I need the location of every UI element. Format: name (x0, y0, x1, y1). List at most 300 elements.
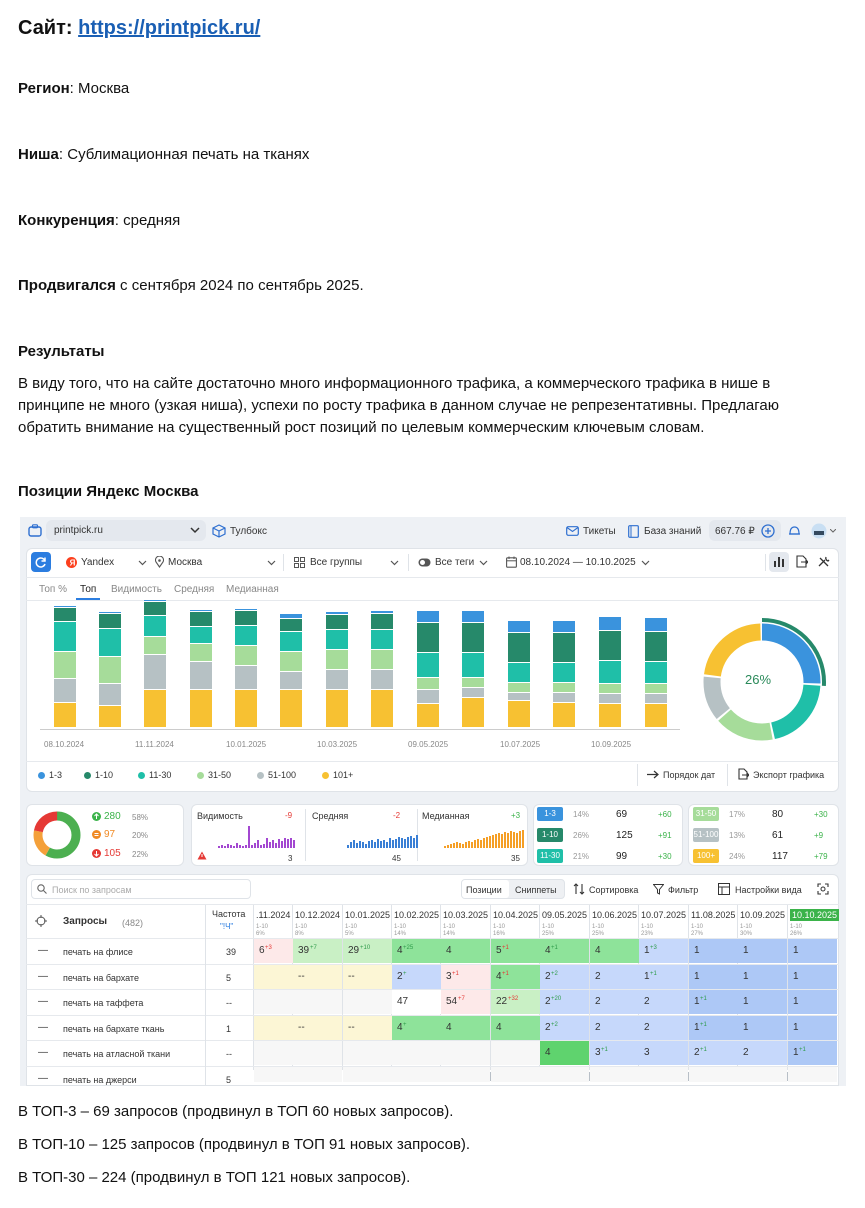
position-cell[interactable] (738, 1067, 787, 1082)
position-cell[interactable] (441, 1067, 490, 1082)
position-value: 1 (694, 1022, 700, 1033)
position-change: + (403, 1022, 407, 1028)
chevron-down-icon[interactable] (641, 560, 650, 566)
briefcase-icon (28, 524, 42, 537)
date-column-range: 1-10 (493, 924, 506, 930)
sparkline-bar (266, 838, 268, 848)
summary-up-pct: 58% (132, 813, 149, 822)
tab-average[interactable]: Средняя (174, 584, 215, 595)
sparkline-bar (462, 844, 464, 848)
position-change: +1 (452, 971, 459, 977)
range-badge: 31-50 (693, 807, 719, 821)
date-column-header[interactable]: 10.06.2025 (592, 910, 638, 920)
date-column-header[interactable]: 10.02.2025 (394, 910, 440, 920)
date-column-pct: 8% (295, 931, 304, 937)
sparkline-bar (395, 839, 397, 848)
sparkline-bar (272, 840, 274, 848)
bar-segment (645, 704, 667, 727)
snippets-button[interactable]: Сниппеты (515, 885, 557, 895)
bar-segment (599, 684, 621, 693)
date-column-header[interactable]: 10.12.2024 (295, 910, 341, 920)
sparkline-bar (453, 843, 455, 848)
sort-button[interactable]: Сортировка (589, 885, 639, 895)
date-tick: 11.11.2024 (135, 740, 174, 749)
date-column-header[interactable]: 10.07.2025 (641, 910, 687, 920)
sparkline-bar (504, 832, 506, 848)
sparkline-bar (263, 844, 265, 848)
plus-circle-icon[interactable] (761, 524, 775, 538)
bar-segment (417, 704, 439, 727)
bar-segment (280, 672, 302, 689)
sparkline-bar (251, 845, 253, 848)
date-column-range: 1-10 (592, 924, 605, 930)
legend-item-11-30: 11-30 (138, 769, 171, 781)
position-change: +7 (458, 996, 465, 1002)
position-change: +1 (502, 945, 509, 951)
tab-top[interactable]: Топ (80, 584, 97, 595)
bar-segment (144, 616, 166, 636)
position-cell[interactable] (343, 990, 392, 1014)
bar-segment (508, 663, 530, 682)
bar-segment (462, 623, 484, 652)
bar-segment (99, 684, 121, 705)
range-count: 69 (616, 809, 628, 820)
position-value: 1 (743, 1022, 749, 1033)
query-text[interactable]: печать на таффета (63, 998, 144, 1008)
position-value: 4 (446, 1022, 452, 1033)
site-link[interactable]: https://printpick.ru/ (78, 17, 261, 39)
date-tick: 10.07.2025 (500, 740, 541, 749)
date-column-range: 1-10 (790, 924, 803, 930)
sparkline-bar (471, 842, 473, 848)
bar-segment (235, 690, 257, 727)
sparkline-bar (389, 838, 391, 848)
range-pct: 26% (573, 831, 590, 840)
sparkline-bar (239, 845, 241, 848)
book-icon (628, 525, 639, 538)
range-badge: 1-3 (537, 807, 563, 821)
position-value: 2 (644, 996, 650, 1007)
bar-segment (462, 678, 484, 687)
range-pct: 21% (573, 852, 590, 861)
order-dates-button[interactable]: Порядок дат (663, 770, 716, 780)
position-change: +1 (650, 971, 657, 977)
tab-median[interactable]: Медианная (226, 584, 279, 595)
range-delta: +9 (814, 831, 824, 840)
position-value: 39 (298, 945, 310, 956)
site-line (18, 14, 260, 42)
position-value: 1 (743, 971, 749, 982)
balance-value: 667.76 ₽ (715, 526, 755, 537)
bar-segment (553, 693, 575, 702)
export-chart-button[interactable]: Экспорт графика (753, 770, 825, 780)
sparkline-bar (480, 840, 482, 848)
bar-segment (144, 690, 166, 727)
query-frequency: 39 (226, 947, 237, 957)
filter-icon (653, 884, 664, 895)
sparkline-bar (392, 840, 394, 848)
bar-chart-icon[interactable] (773, 556, 785, 568)
bar-segment (371, 670, 393, 689)
sparkline-bar (483, 838, 485, 848)
summary-donut (31, 809, 83, 861)
region-select[interactable]: Москва (168, 557, 203, 568)
chevron-down-icon[interactable] (267, 560, 276, 566)
promoted-label: Продвигался (18, 277, 116, 294)
bar-segment (645, 662, 667, 683)
position-value: 3 (595, 1047, 601, 1058)
query-text[interactable]: печать на бархате (63, 973, 139, 983)
bar-segment (280, 619, 302, 631)
row-checkbox[interactable]: — (38, 1073, 48, 1084)
metric-average-delta: -2 (393, 811, 401, 820)
sparkline-bar (459, 843, 461, 848)
range-pct: 13% (729, 831, 746, 840)
bar-segment (371, 650, 393, 669)
date-column-range: 1-10 (641, 924, 654, 930)
sparkline-bar (401, 838, 403, 848)
bar-segment (599, 661, 621, 683)
position-value: 1 (793, 1022, 799, 1033)
position-value: 5 (496, 945, 502, 956)
yandex-icon (66, 557, 77, 568)
promoted-value: с сентября 2024 по сентябрь 2025. (115, 277, 364, 294)
date-column-header[interactable]: 10.03.2025 (443, 910, 489, 920)
position-cell[interactable] (343, 1041, 392, 1065)
sparkline-bar (495, 834, 497, 848)
row-checkbox[interactable]: — (38, 945, 48, 956)
range-delta: +30 (658, 852, 672, 861)
view-settings-button[interactable]: Настройки вида (735, 885, 802, 895)
sparkline-bar (284, 838, 286, 848)
position-cell[interactable] (689, 1067, 738, 1082)
region-line (18, 78, 129, 100)
project-name: printpick.ru (54, 525, 103, 536)
sparkline-bar (519, 831, 521, 848)
export-icon[interactable] (737, 768, 749, 780)
bar-segment (280, 632, 302, 651)
chevron-down-icon[interactable] (190, 527, 200, 534)
date-column-range: 1-10 (542, 924, 555, 930)
results-heading: Результаты (18, 343, 105, 360)
bar-segment (645, 694, 667, 703)
toolbox-link[interactable]: Тулбокс (230, 526, 267, 537)
chevron-down-icon[interactable] (138, 560, 147, 566)
positions-button-label: Позиции (466, 885, 502, 895)
bar-segment (326, 612, 348, 614)
divider (283, 554, 284, 571)
top10-line: В ТОП-10 – 125 запросов (продвинул в ТОП 91 новых запросов). (18, 1136, 471, 1153)
date-column-header[interactable]: 10.04.2025 (493, 910, 539, 920)
location-pin-icon (155, 556, 164, 568)
cube-icon (212, 524, 226, 538)
arrow-up-icon (92, 812, 101, 821)
position-value: -- (348, 971, 355, 982)
date-column-header[interactable]: 10.09.2025 (740, 910, 786, 920)
niche-value: : Сублимационная печать на тканях (58, 146, 310, 163)
bar-segment (508, 633, 530, 662)
metric-median-delta: +3 (511, 811, 521, 820)
sparkline-bar (371, 840, 373, 848)
position-value: 4 (446, 945, 452, 956)
queries-count: (482) (122, 918, 144, 928)
bar-segment (371, 611, 393, 613)
range-badge: 1-10 (537, 828, 563, 842)
freq-header[interactable]: Частота (212, 909, 246, 919)
date-column-header[interactable]: 09.05.2025 (542, 910, 588, 920)
region-value: : Москва (69, 80, 130, 97)
sparkline-bar (365, 844, 367, 848)
sparkline-bar (356, 843, 358, 848)
bar-segment (99, 657, 121, 683)
query-text[interactable]: печать на атласной ткани (63, 1049, 171, 1059)
position-value: 2 (595, 1022, 601, 1033)
bar-segment (599, 694, 621, 703)
bar-segment (462, 611, 484, 622)
sparkline-bar (498, 833, 500, 848)
position-value: 2 (595, 996, 601, 1007)
groups-select[interactable]: Все группы (310, 557, 363, 568)
position-value: 6 (259, 945, 265, 956)
range-pct: 14% (573, 810, 590, 819)
tickets-link[interactable]: Тикеты (583, 526, 616, 537)
svg-text:Я: Я (69, 558, 76, 568)
date-range-select[interactable]: 08.10.2024 — 10.10.2025 (520, 557, 636, 568)
date-column-header[interactable]: 11.08.2025 (691, 910, 736, 920)
position-value: 2 (743, 1047, 749, 1058)
arrow-right-icon[interactable] (647, 770, 659, 779)
region-label: Регион (18, 80, 70, 97)
position-value: 2 (545, 971, 551, 982)
sparkline-bar (444, 846, 446, 848)
position-value: 3 (644, 1047, 650, 1058)
chevron-down-icon[interactable] (830, 529, 836, 533)
column-divider (205, 905, 206, 1086)
bar-segment (326, 630, 348, 649)
bar-segment (190, 662, 212, 689)
sparkline-bar (221, 845, 223, 848)
position-cell[interactable] (639, 1067, 688, 1082)
bar-segment (508, 621, 530, 632)
query-text[interactable]: печать на флисе (63, 947, 133, 957)
position-value: 1 (644, 971, 650, 982)
table-settings-icon (718, 883, 730, 895)
bar-segment (326, 615, 348, 629)
position-cell[interactable] (441, 1041, 490, 1065)
position-cell[interactable] (293, 990, 342, 1014)
metric-visibility-value: 3 (288, 854, 293, 863)
tools-icon[interactable] (817, 555, 830, 568)
bar-segment (417, 678, 439, 689)
position-value: 3 (446, 971, 452, 982)
tab-visibility[interactable]: Видимость (111, 584, 162, 595)
position-cell[interactable] (293, 1041, 342, 1065)
position-value: 4 (545, 1047, 551, 1058)
bar-segment (645, 618, 667, 631)
bar-segment (99, 612, 121, 613)
bar-segment (54, 606, 76, 607)
metric-median-value: 35 (511, 854, 520, 863)
position-value: -- (298, 1022, 305, 1033)
row-checkbox[interactable]: — (38, 1022, 48, 1033)
date-tick: 08.10.2024 (44, 740, 85, 749)
x-axis (40, 729, 680, 730)
bar-segment (190, 644, 212, 661)
sparkline-bar (293, 840, 295, 848)
bar-segment (417, 611, 439, 622)
date-column-header[interactable]: 10.10.2025 (792, 910, 838, 920)
sparkline-bar (374, 842, 376, 848)
query-frequency: -- (226, 998, 232, 1008)
range-badge: 100+ (693, 849, 719, 863)
row-checkbox[interactable]: — (38, 996, 48, 1007)
tab-top-pct[interactable]: Топ % (39, 584, 67, 595)
position-cell[interactable] (392, 1067, 441, 1082)
position-value: 22 (496, 996, 508, 1007)
position-value: -- (348, 1022, 355, 1033)
row-checkbox[interactable]: — (38, 1047, 48, 1058)
position-change: +7 (310, 945, 317, 951)
sparkline-bar (269, 842, 271, 848)
position-cell[interactable] (491, 1041, 540, 1065)
tags-select[interactable]: Все теги (435, 557, 475, 568)
bar-segment (280, 652, 302, 671)
position-cell[interactable] (540, 1067, 589, 1082)
divider (26, 577, 839, 578)
bar-segment (417, 690, 439, 703)
position-value: 1 (743, 996, 749, 1007)
sparkline-bar (450, 844, 452, 848)
bar-segment (326, 650, 348, 669)
sparkline-bar (230, 845, 232, 848)
position-cell[interactable] (491, 1067, 540, 1082)
competition-line (18, 210, 180, 232)
warning-icon (197, 851, 207, 860)
position-change: +10 (360, 945, 371, 951)
sparkline-bar (275, 843, 277, 848)
chevron-down-icon[interactable] (390, 560, 399, 566)
position-value: 4 (397, 945, 403, 956)
divider (26, 761, 839, 762)
sparkline-bar (501, 834, 503, 848)
range-count: 80 (772, 809, 784, 820)
position-value: 2 (595, 971, 601, 982)
sparkline-bar (362, 842, 364, 848)
bar-segment (599, 704, 621, 727)
range-delta: +79 (814, 852, 828, 861)
sparkline-bar (413, 838, 415, 848)
position-value: 4 (496, 971, 502, 982)
position-change: +2 (551, 971, 558, 977)
position-cell[interactable] (392, 1041, 441, 1065)
position-cell[interactable] (293, 1067, 342, 1082)
bar-segment (508, 683, 530, 692)
bar-segment (508, 693, 530, 700)
sparkline-bar (447, 845, 449, 848)
position-change: +1 (601, 1047, 608, 1053)
chevron-down-icon[interactable] (479, 560, 488, 566)
knowledge-base-link[interactable]: База знаний (644, 526, 702, 537)
position-value: 1 (793, 971, 799, 982)
row-checkbox[interactable]: — (38, 971, 48, 982)
bar-segment (553, 663, 575, 682)
avatar[interactable] (811, 523, 827, 539)
divider (727, 764, 728, 786)
date-column-header[interactable]: 10.01.2025 (345, 910, 391, 920)
bar-segment (508, 701, 530, 727)
donut-center-value: 26% (745, 672, 772, 687)
query-text[interactable]: печать на бархате ткань (63, 1024, 165, 1034)
query-text[interactable]: печать на джерси (63, 1075, 137, 1085)
date-column-range: 1-10 (256, 924, 269, 930)
bell-icon[interactable] (788, 524, 801, 538)
bar-segment (553, 621, 575, 632)
bar-segment (144, 655, 166, 689)
position-cell[interactable] (343, 1067, 392, 1082)
date-column-pct: 23% (641, 931, 654, 937)
target-icon[interactable] (35, 915, 47, 927)
equal-icon (92, 830, 101, 839)
bar-segment (54, 622, 76, 651)
query-frequency: -- (226, 1049, 232, 1059)
position-cell[interactable] (788, 1067, 837, 1082)
sparkline-bar (386, 842, 388, 848)
range-badge: 51-100 (693, 828, 719, 842)
competition-value: : средняя (114, 212, 181, 229)
position-value: 2 (694, 1047, 700, 1058)
summary-same-count: 97 (104, 829, 116, 840)
app-topbar (20, 517, 846, 545)
position-change: +1 (700, 1022, 707, 1028)
queries-header[interactable]: Запросы (63, 916, 108, 927)
position-change: +2 (551, 1022, 558, 1028)
filter-button[interactable]: Фильтр (668, 885, 699, 895)
bar-segment (235, 666, 257, 689)
position-cell[interactable] (590, 1067, 639, 1082)
date-column-pct: 30% (740, 931, 753, 937)
sparkline-bar (465, 842, 467, 848)
search-icon (37, 884, 47, 894)
date-column-range: 1-10 (740, 924, 753, 930)
position-value: 1 (743, 945, 749, 956)
position-change: + (403, 971, 407, 977)
range-delta: +91 (658, 831, 672, 840)
sparkline-bar (350, 842, 352, 848)
range-count: 125 (616, 830, 633, 841)
date-column-range: 1-10 (345, 924, 358, 930)
bar-segment (599, 631, 621, 660)
position-change: +1 (799, 1047, 806, 1053)
bar-segment (645, 632, 667, 661)
summary-same-pct: 20% (132, 831, 149, 840)
calendar-icon (506, 556, 517, 568)
refresh-icon[interactable] (35, 556, 47, 568)
sparkline-bar (359, 841, 361, 848)
divider (26, 904, 839, 905)
export-icon[interactable] (795, 555, 808, 568)
position-value: 2 (644, 1022, 650, 1033)
range-delta: +60 (658, 810, 672, 819)
search-engine-select[interactable]: Yandex (81, 557, 115, 568)
date-column-header[interactable]: .11.2024 (256, 910, 291, 920)
bar-segment (235, 626, 257, 645)
metric-visibility-name: Видимость (197, 811, 243, 821)
metric-visibility-delta: -9 (285, 811, 293, 820)
position-value: 2 (545, 1022, 551, 1033)
position-change: +20 (551, 996, 562, 1002)
sparkline-bar (224, 846, 226, 848)
expand-icon[interactable] (817, 883, 829, 895)
